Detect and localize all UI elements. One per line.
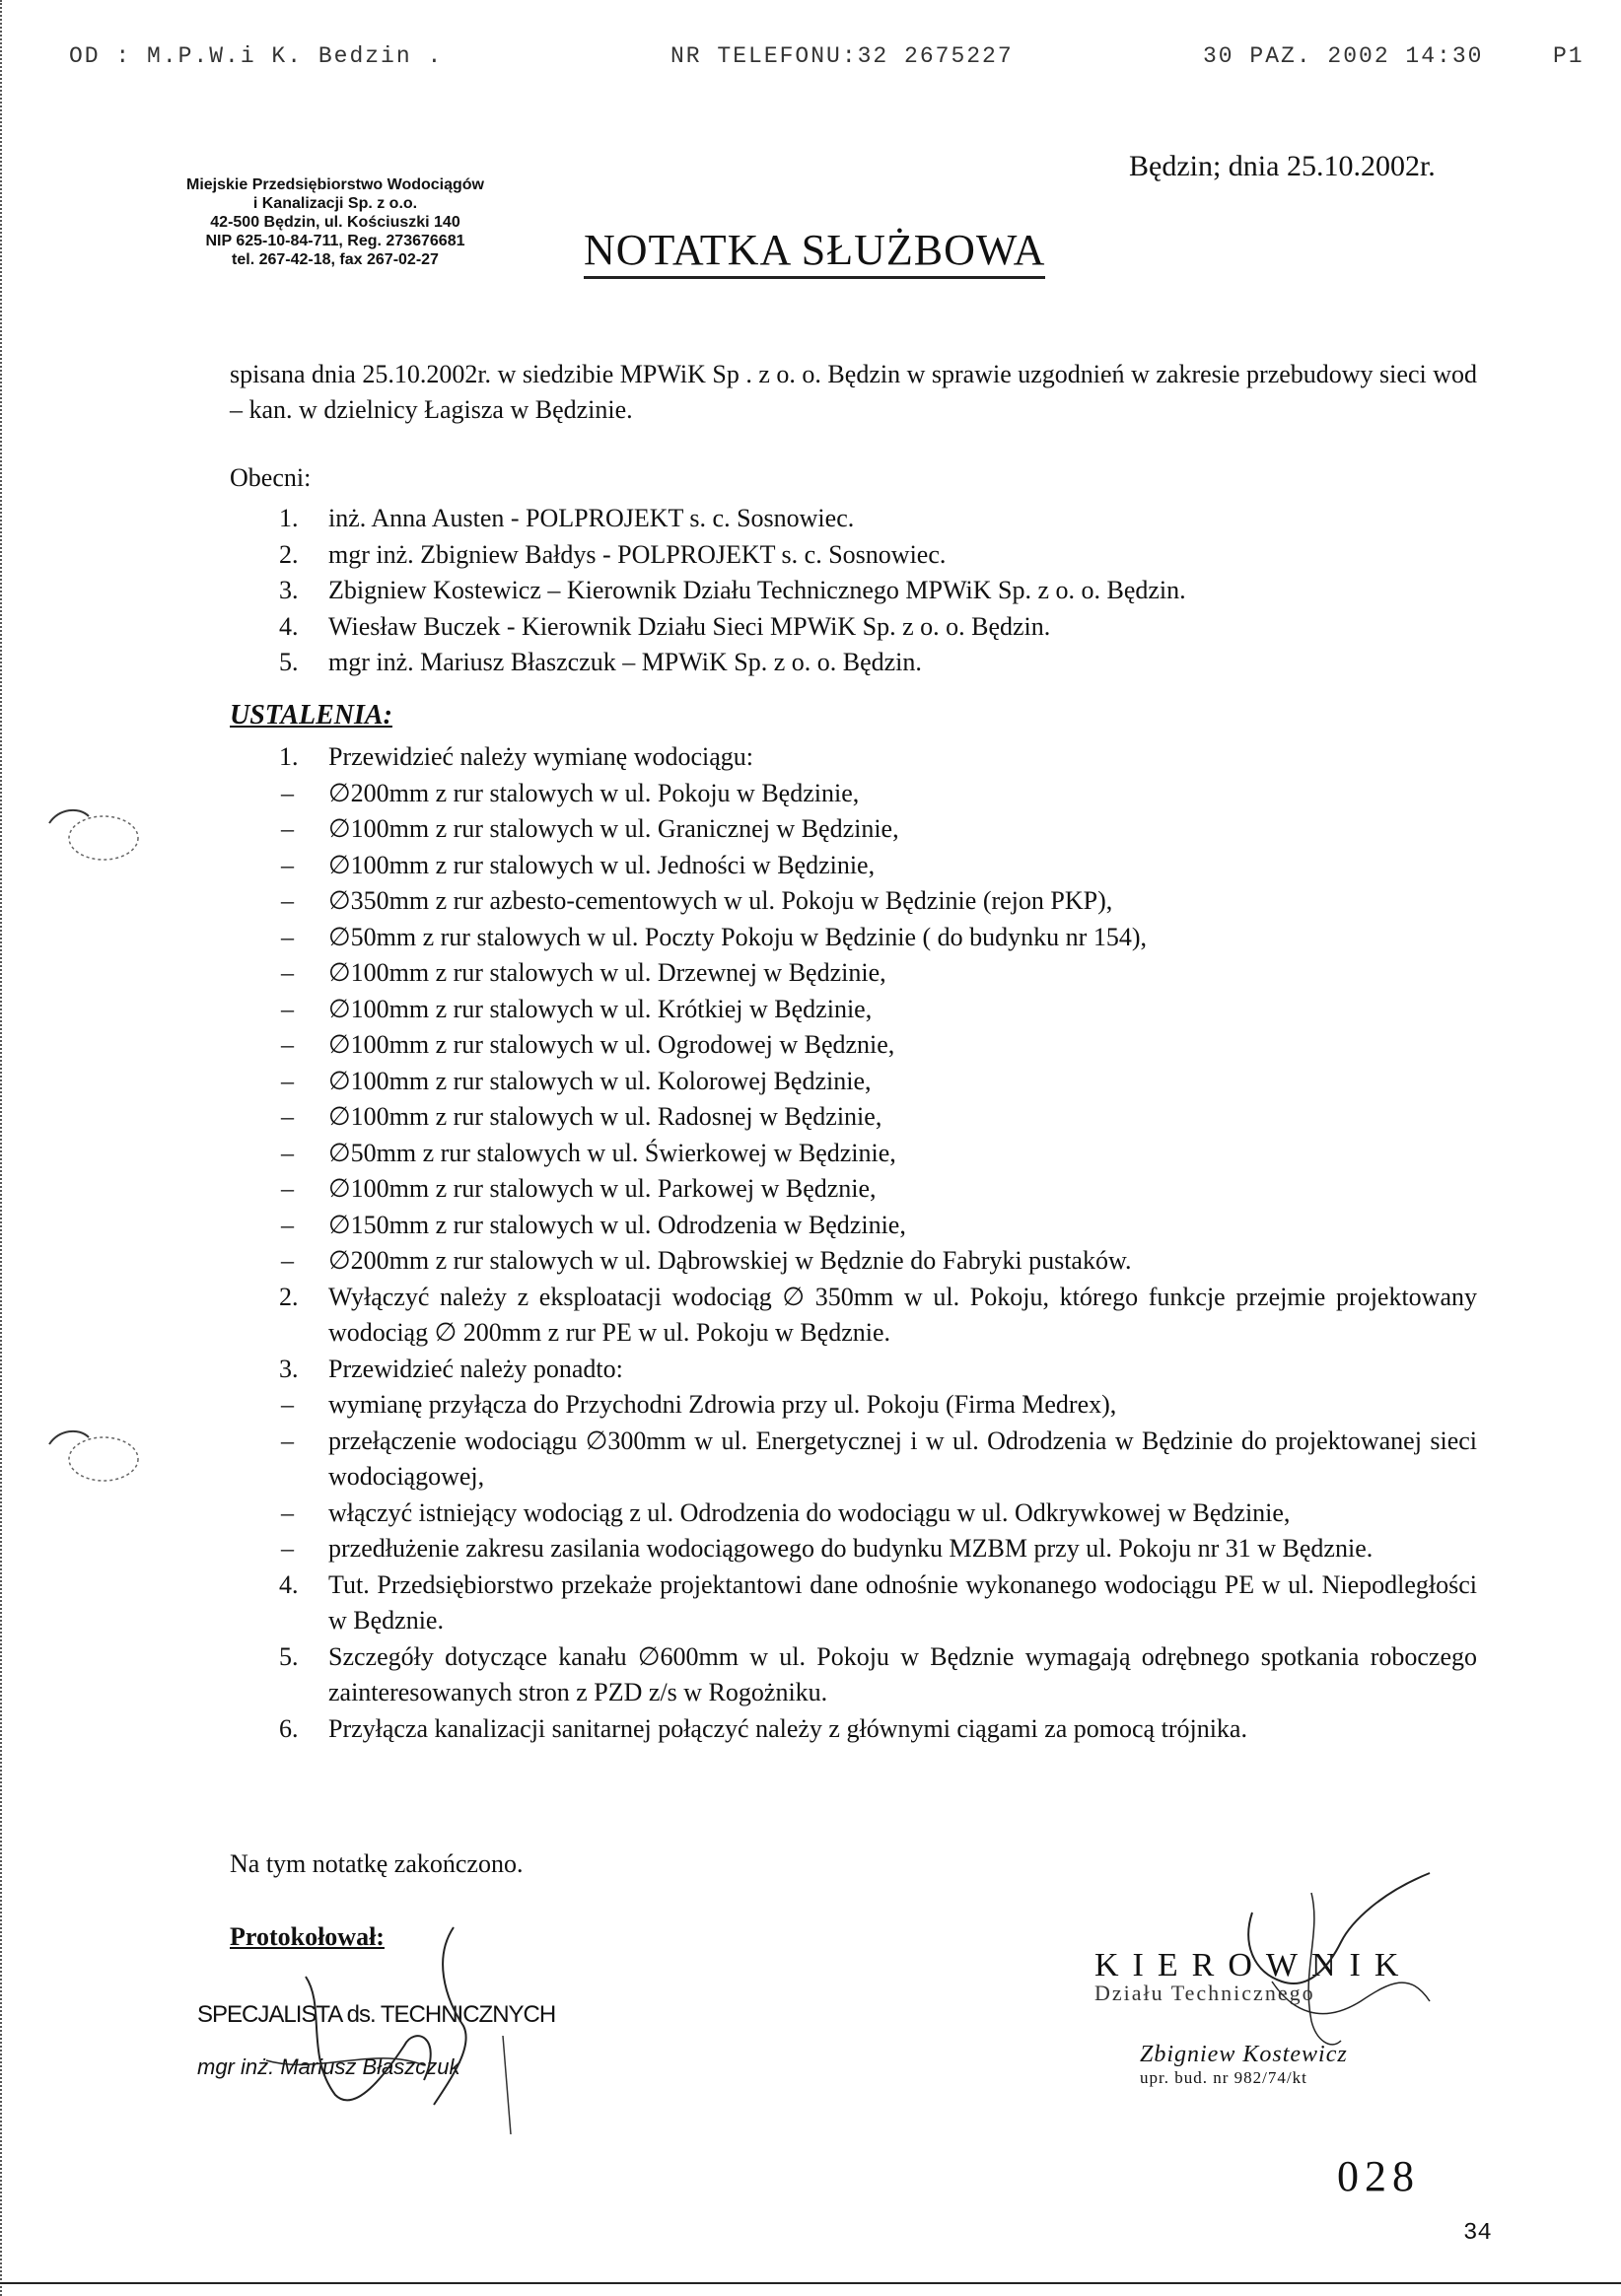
sub-item-text: ∅200mm z rur stalowych w ul. Dąbrowskiej w Będznie do Fabryki pustaków.	[328, 1246, 1132, 1275]
list-item	[230, 609, 1477, 646]
sub-item-text: ∅100mm z rur stalowych w ul. Kolorowej Będzinie,	[328, 1066, 872, 1095]
sub-item: – ∅100mm z rur stalowych w ul. Kolorowej Będzinie,	[281, 1066, 872, 1095]
item-number: 5.	[279, 1641, 299, 1671]
sub-item-text: przedłużenie zakresu zasilania wodociągowego do budynku MZBM przy ul. Pokoju nr 31 w Będznie.	[328, 1534, 1374, 1563]
list-item	[230, 1352, 1477, 1388]
fax-edge-dots	[0, 0, 12, 2296]
stamp-title: SPECJALISTA ds. TECHNICZNYCH	[197, 2001, 556, 2028]
company-line: Miejskie Przedsiębiorstwo Wodociągów	[186, 176, 484, 193]
sub-item: – ∅100mm z rur stalowych w ul. Jedności w Będzinie,	[281, 850, 876, 879]
signature-right	[1163, 1853, 1479, 2080]
list-item	[230, 537, 1477, 574]
item-number: 5.	[279, 648, 299, 676]
item-number: 1.	[279, 742, 299, 771]
protocol-label: Protokołował:	[230, 1922, 385, 1951]
present-list	[230, 501, 1477, 681]
fax-bottom-line	[0, 2282, 1621, 2284]
list-item	[230, 573, 1477, 609]
sub-item: – ∅100mm z rur stalowych w ul. Krótkiej w Będzinie,	[281, 994, 873, 1023]
sub-list	[230, 1387, 1477, 1567]
stamp-role: KIEROWNIK	[1094, 1947, 1413, 1983]
sub-item: – przedłużenie zakresu zasilania wodociągowego do budynku MZBM przy ul. Pokoju nr 31 w Będznie.	[281, 1534, 1374, 1563]
company-header	[148, 175, 523, 269]
fax-page: P1	[1553, 43, 1585, 69]
item-number: 3.	[279, 576, 299, 604]
sub-item-text: ∅150mm z rur stalowych w ul. Odrodzenia w Będzinie,	[328, 1210, 906, 1239]
list-item	[230, 645, 1477, 681]
place-date: Będzin; dnia 25.10.2002r.	[1129, 150, 1436, 182]
sub-item: – ∅100mm z rur stalowych w ul. Radosnej w Będzinie,	[281, 1102, 882, 1131]
sub-item-text: ∅100mm z rur stalowych w ul. Krótkiej w Będzinie,	[328, 994, 873, 1023]
sub-item: – ∅150mm z rur stalowych w ul. Odrodzenia w Będzinie,	[281, 1210, 906, 1239]
sub-item-text: ∅100mm z rur stalowych w ul. Parkowej w Będznie,	[328, 1174, 877, 1203]
sub-item-text: wymianę przyłącza do Przychodni Zdrowia przy ul. Pokoju (Firma Medrex),	[328, 1390, 1117, 1419]
list-item	[230, 1711, 1477, 1748]
company-line: tel. 267-42-18, fax 267-02-27	[232, 251, 439, 268]
item-number: 4.	[279, 611, 299, 641]
present-label: Obecni:	[230, 463, 312, 492]
item-number: 4.	[279, 1569, 299, 1599]
list-item	[230, 501, 1477, 537]
sub-item-text: ∅100mm z rur stalowych w ul. Drzewnej w Będzinie,	[328, 958, 886, 987]
item-number: 1.	[279, 504, 299, 532]
page-number: 34	[1463, 2220, 1492, 2247]
sub-item-text: ∅200mm z rur stalowych w ul. Pokoju w Będzinie,	[328, 778, 860, 807]
item-number: 2.	[279, 539, 299, 569]
item-text: mgr inż. Mariusz Błaszczuk – MPWiK Sp. z o. o. Będzin.	[328, 648, 922, 676]
sub-item: – ∅100mm z rur stalowych w ul. Ogrodowej w Będznie,	[281, 1030, 895, 1059]
fax-datetime: 30 PAZ. 2002 14:30	[1203, 43, 1484, 69]
sub-item: – ∅100mm z rur stalowych w ul. Granicznej w Będzinie,	[281, 814, 899, 843]
sub-item: – wymianę przyłącza do Przychodni Zdrowia przy ul. Pokoju (Firma Medrex),	[281, 1390, 1117, 1419]
sub-item: – przełączenie wodociągu ∅300mm w ul. Energetycznej i w ul. Odrodzenia w Będzinie do projektowanej sieci wodociągowej,	[281, 1426, 1477, 1491]
closing-text: Na tym notatkę zakończono.	[230, 1849, 524, 1878]
item-text: mgr inż. Zbigniew Bałdys - POLPROJEKT s. c. Sosnowiec.	[328, 539, 947, 569]
punch-hole-mark	[39, 799, 148, 868]
sub-item: – ∅50mm z rur stalowych w ul. Poczty Pokoju w Będzinie ( do budynku nr 154),	[281, 922, 1147, 951]
sub-item: – ∅50mm z rur stalowych w ul. Świerkowej w Będzinie,	[281, 1138, 896, 1167]
reference-number: 028	[1337, 2152, 1420, 2200]
item-text: Przewidzieć należy ponadto:	[328, 1354, 623, 1383]
document-title: NOTATKA SŁUŻBOWA	[584, 225, 1045, 279]
item-text: Wiesław Buczek - Kierownik Działu Sieci MPWiK Sp. z o. o. Będzin.	[328, 611, 1051, 641]
stamp-license: upr. bud. nr 982/74/kt	[1140, 2068, 1307, 2087]
findings-list	[230, 739, 1477, 1747]
sub-item: – włączyć istniejący wodociąg z ul. Odrodzenia do wodociągu w ul. Odkrywkowej w Będzinie,	[281, 1497, 1291, 1527]
item-text: Przewidzieć należy wymianę wodociągu:	[328, 742, 753, 771]
list-item	[230, 739, 1477, 776]
intro-text: spisana dnia 25.10.2002r. w siedzibie MPWiK Sp . z o. o. Będzin w sprawie uzgodnień w zakresie przebudowy sieci wod – kan. w dzielnicy Łagisza w Będzinie.	[230, 360, 1477, 424]
sub-item-text: ∅350mm z rur azbesto-cementowych w ul. Pokoju w Będzinie (rejon PKP),	[328, 886, 1113, 915]
signature-left	[197, 1908, 556, 2134]
company-line: NIP 625-10-84-711, Reg. 273676681	[205, 233, 465, 249]
sub-item: – ∅350mm z rur azbesto-cementowych w ul. Pokoju w Będzinie (rejon PKP),	[281, 886, 1113, 915]
sub-item-text: ∅50mm z rur stalowych w ul. Poczty Pokoju w Będzinie ( do budynku nr 154),	[328, 922, 1147, 951]
item-text: inż. Anna Austen - POLPROJEKT s. c. Sosnowiec.	[328, 504, 855, 532]
sub-item: – ∅100mm z rur stalowych w ul. Parkowej w Będznie,	[281, 1174, 877, 1203]
item-text: Wyłączyć należy z eksploatacji wodociąg ∅ 350mm w ul. Pokoju, którego funkcje przejmie projektowany wodociąg ∅ 200mm z rur PE w ul. Pokoju w Będznie.	[328, 1282, 1477, 1347]
fax-phone: NR TELEFONU:32 2675227	[670, 43, 1014, 69]
item-text: Zbigniew Kostewicz – Kierownik Działu Technicznego MPWiK Sp. z o. o. Będzin.	[328, 576, 1186, 604]
sub-item: – ∅100mm z rur stalowych w ul. Drzewnej w Będzinie,	[281, 958, 886, 987]
item-number: 3.	[279, 1354, 299, 1383]
sub-item-text: ∅50mm z rur stalowych w ul. Świerkowej w Będzinie,	[328, 1138, 896, 1167]
sub-list	[230, 776, 1477, 1280]
item-number: 6.	[279, 1713, 299, 1743]
item-text: Przyłącza kanalizacji sanitarnej połączyć należy z głównymi ciągami za pomocą trójnika.	[328, 1713, 1247, 1743]
sub-item: – ∅200mm z rur stalowych w ul. Pokoju w Będzinie,	[281, 778, 860, 807]
sub-item-text: ∅100mm z rur stalowych w ul. Ogrodowej w Będznie,	[328, 1030, 895, 1059]
sub-item-text: przełączenie wodociągu ∅300mm w ul. Energetycznej i w ul. Odrodzenia w Będzinie do projektowanej sieci wodociągowej,	[328, 1426, 1477, 1491]
intro-paragraph	[230, 357, 1477, 428]
item-text: Szczegóły dotyczące kanału ∅600mm w ul. Pokoju w Będznie wymagają odrębnego spotkania roboczego zainteresowanych stron z PZD z/s w Rogożniku.	[328, 1641, 1477, 1706]
list-item	[230, 1280, 1477, 1352]
company-line: i Kanalizacji Sp. z o.o.	[252, 195, 418, 212]
sub-item: – ∅200mm z rur stalowych w ul. Dąbrowskiej w Będznie do Fabryki pustaków.	[281, 1246, 1132, 1275]
sub-item-text: włączyć istniejący wodociąg z ul. Odrodzenia do wodociągu w ul. Odkrywkowej w Będzinie,	[328, 1497, 1291, 1527]
punch-hole-mark	[39, 1420, 148, 1489]
findings-label: USTALENIA:	[230, 700, 392, 731]
sub-item-text: ∅100mm z rur stalowych w ul. Jedności w Będzinie,	[328, 850, 876, 879]
fax-from: OD : M.P.W.i K. Bedzin .	[69, 43, 444, 69]
list-item	[230, 1567, 1477, 1639]
stamp-name: mgr inż. Mariusz Błaszczuk	[197, 2054, 460, 2079]
item-number: 2.	[279, 1282, 299, 1311]
fax-header	[69, 43, 1585, 83]
list-item	[230, 1639, 1477, 1711]
stamp-name: Zbigniew Kostewicz	[1140, 2042, 1348, 2067]
stamp-department: Działu Technicznego	[1094, 1981, 1315, 2005]
sub-item-text: ∅100mm z rur stalowych w ul. Radosnej w Będzinie,	[328, 1102, 882, 1131]
item-text: Tut. Przedsiębiorstwo przekaże projektantowi dane odnośnie wykonanego wodociągu PE w ul. Niepodległości w Będznie.	[328, 1569, 1477, 1635]
sub-item-text: ∅100mm z rur stalowych w ul. Granicznej w Będzinie,	[328, 814, 899, 843]
company-line: 42-500 Będzin, ul. Kościuszki 140	[210, 214, 460, 231]
